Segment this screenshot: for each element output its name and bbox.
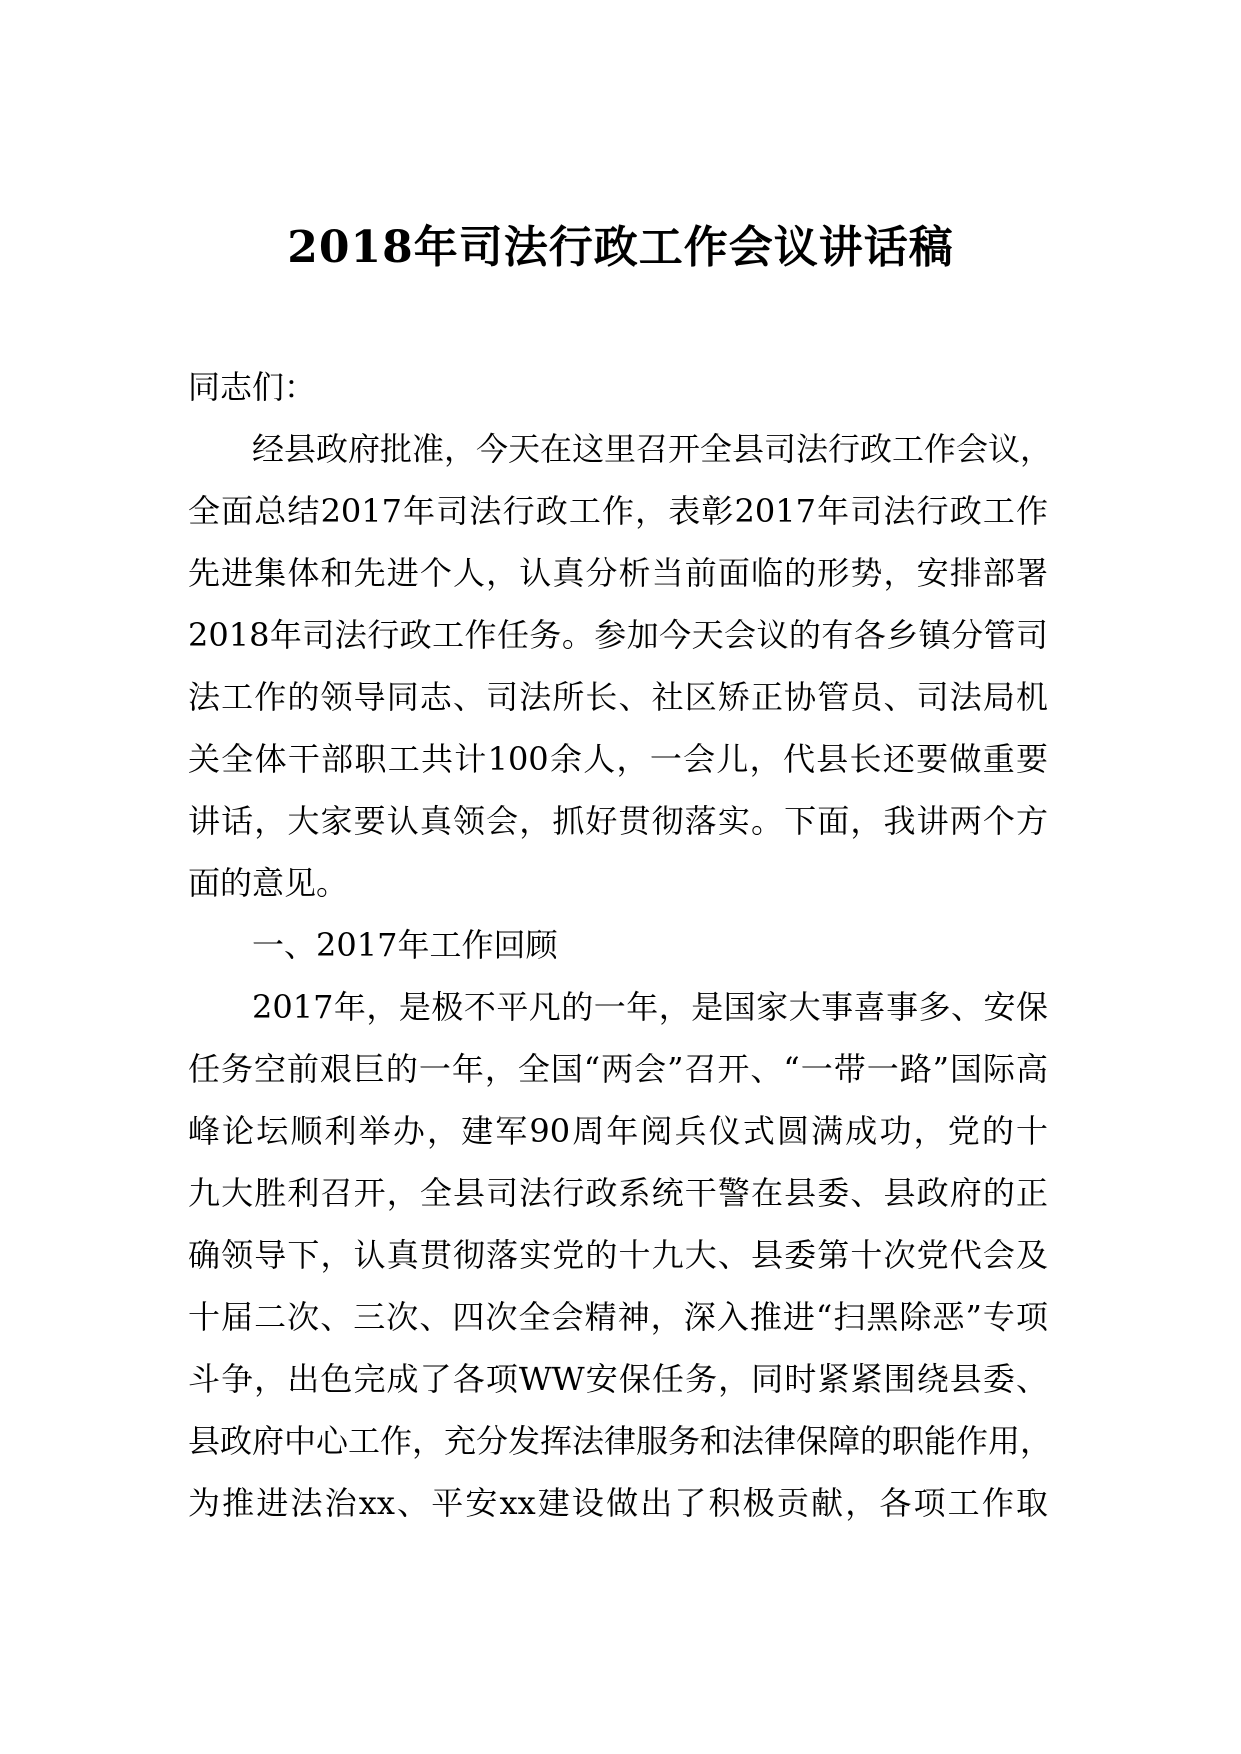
paragraph-line: 斗争，出色完成了各项WW安保任务，同时紧紧围绕县委、 — [188, 1360, 1048, 1398]
paragraph-line: 任务空前艰巨的一年，全国“两会”召开、“一带一路”国际高 — [188, 1050, 1048, 1088]
paragraph-line: 十届二次、三次、四次全会精神，深入推进“扫黑除恶”专项 — [188, 1298, 1048, 1336]
paragraph-line: 经县政府批准，今天在这里召开全县司法行政工作会议， — [252, 430, 1053, 468]
page-title: 2018年司法行政工作会议讲话稿 — [287, 222, 954, 273]
paragraph-line: 2018年司法行政工作任务。参加今天会议的有各乡镇分管司 — [188, 616, 1048, 654]
section-heading: 一、2017年工作回顾 — [252, 926, 558, 964]
paragraph-line: 2017年，是极不平凡的一年，是国家大事喜事多、安保 — [252, 988, 1048, 1026]
paragraph-line: 关全体干部职工共计100余人，一会儿，代县长还要做重要 — [188, 740, 1048, 778]
paragraph-line: 为推进法治xx、平安xx建设做出了积极贡献，各项工作取 — [188, 1484, 1048, 1522]
paragraph-line: 确领导下，认真贯彻落实党的十九大、县委第十次党代会及 — [188, 1236, 1048, 1274]
paragraph-line: 县政府中心工作，充分发挥法律服务和法律保障的职能作用， — [188, 1422, 1053, 1460]
paragraph-line: 峰论坛顺利举办，建军90周年阅兵仪式圆满成功，党的十 — [188, 1112, 1048, 1150]
paragraph-line: 法工作的领导同志、司法所长、社区矫正协管员、司法局机 — [188, 678, 1048, 716]
salutation: 同志们： — [188, 368, 317, 406]
paragraph-line: 九大胜利召开，全县司法行政系统干警在县委、县政府的正 — [188, 1174, 1048, 1212]
document-body — [188, 356, 1053, 1534]
paragraph-line: 先进集体和先进个人，认真分析当前面临的形势，安排部署 — [188, 554, 1048, 592]
paragraph-line: 讲话，大家要认真领会，抓好贯彻落实。下面，我讲两个方 — [188, 802, 1048, 840]
paragraph-line: 面的意见。 — [188, 864, 349, 902]
paragraph-line: 全面总结2017年司法行政工作，表彰2017年司法行政工作 — [188, 492, 1048, 530]
